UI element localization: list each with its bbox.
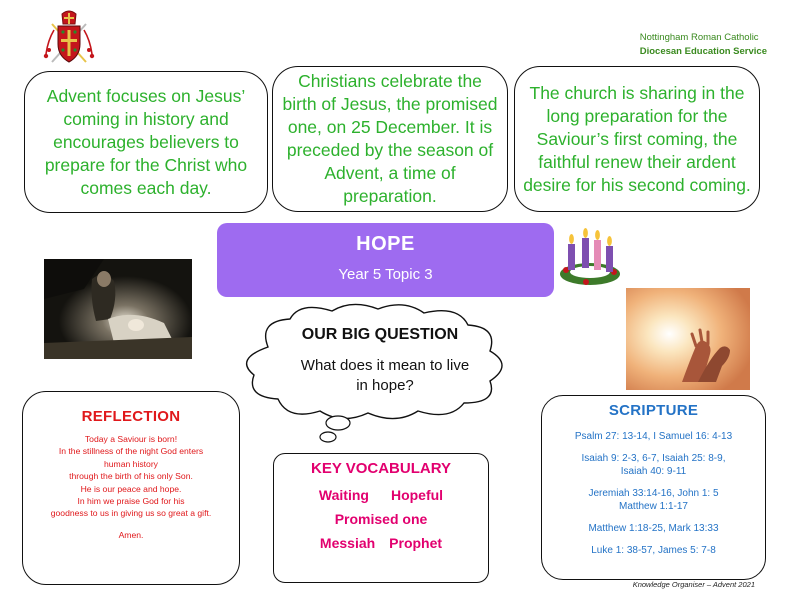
prayer-line: He is our peace and hope. — [80, 483, 182, 494]
key-vocabulary-box — [273, 453, 489, 583]
prayer-line: goodness to us in giving us so great a gift. — [50, 508, 212, 519]
prayer-line: In the stillness of the night God enters — [58, 446, 204, 457]
reflection-prayer — [23, 433, 239, 520]
vocab-row — [274, 487, 488, 503]
prayer-line: through the birth of his only Son. — [69, 471, 193, 482]
footer-note: Knowledge Organiser – Advent 2021 — [632, 580, 755, 589]
advent-focus-box — [24, 71, 268, 213]
prayer-line: In him we praise God for his — [77, 496, 185, 507]
scripture-title: SCRIPTURE — [608, 402, 699, 419]
vocab-word: Promised one — [334, 511, 428, 527]
church-preparation-box — [514, 66, 760, 212]
vocab-word: Hopeful — [390, 487, 444, 503]
prayer-amen: Amen. — [118, 529, 144, 540]
scripture-ref: Luke 1: 38-57, James 5: 7-8 — [591, 545, 716, 556]
big-question-title: OUR BIG QUESTION — [301, 326, 459, 343]
reflection-box — [22, 391, 240, 585]
diocese-crest-icon — [40, 10, 98, 66]
scripture-box — [541, 395, 766, 580]
scripture-ref: Isaiah 40: 9-11 — [620, 466, 687, 477]
org-name-line1: Nottingham Roman Catholic — [639, 32, 759, 43]
vocab-word: Messiah — [319, 535, 376, 551]
big-question-text — [280, 356, 490, 396]
scripture-ref: Psalm 27: 13-14, I Samuel 16: 4-13 — [574, 431, 733, 442]
advent-wreath-image — [556, 226, 624, 288]
church-preparation-text: The church is sharing in the long preparation for the Saviour’s first coming, the faithful renew their ardent desire for his second coming. — [523, 82, 751, 195]
vocab-row — [274, 511, 488, 527]
org-name-line2: Diocesan Education Service — [639, 46, 767, 57]
scripture-ref: Matthew 1:18-25, Mark 13:33 — [588, 523, 719, 534]
topic-title: HOPE — [356, 233, 415, 255]
vocab-row — [274, 535, 488, 551]
prayer-line: human history — [104, 458, 158, 469]
hands-light-image — [626, 288, 750, 390]
christmas-celebration-text: Christians celebrate the birth of Jesus, the promised one, on 25 December. It is preceded by the season of Advent, a time of preparation. — [282, 71, 498, 206]
topic-banner — [217, 223, 554, 297]
vocab-word: Prophet — [389, 535, 443, 551]
christmas-celebration-box — [272, 66, 508, 212]
prayer-line: Today a Saviour is born! — [84, 434, 178, 444]
nativity-image — [44, 259, 192, 359]
key-vocabulary-title: KEY VOCABULARY — [310, 460, 452, 477]
scripture-ref: Matthew 1:1-17 — [619, 501, 688, 512]
reflection-title: REFLECTION — [81, 408, 181, 425]
big-question-line2: in hope? — [356, 377, 414, 394]
scripture-ref: Jeremiah 33:14-16, John 1: 5 — [588, 488, 719, 499]
vocab-word: Waiting — [318, 487, 369, 503]
org-header — [640, 31, 767, 59]
advent-focus-text: Advent focuses on Jesus’ coming in history and encourages believers to prepare for the Christ who comes each day. — [44, 85, 248, 198]
big-question-line1: What does it mean to live — [300, 357, 470, 374]
topic-subtitle: Year 5 Topic 3 — [338, 266, 433, 283]
scripture-ref: Isaiah 9: 2-3, 6-7, Isaiah 25: 8-9, — [581, 453, 726, 464]
